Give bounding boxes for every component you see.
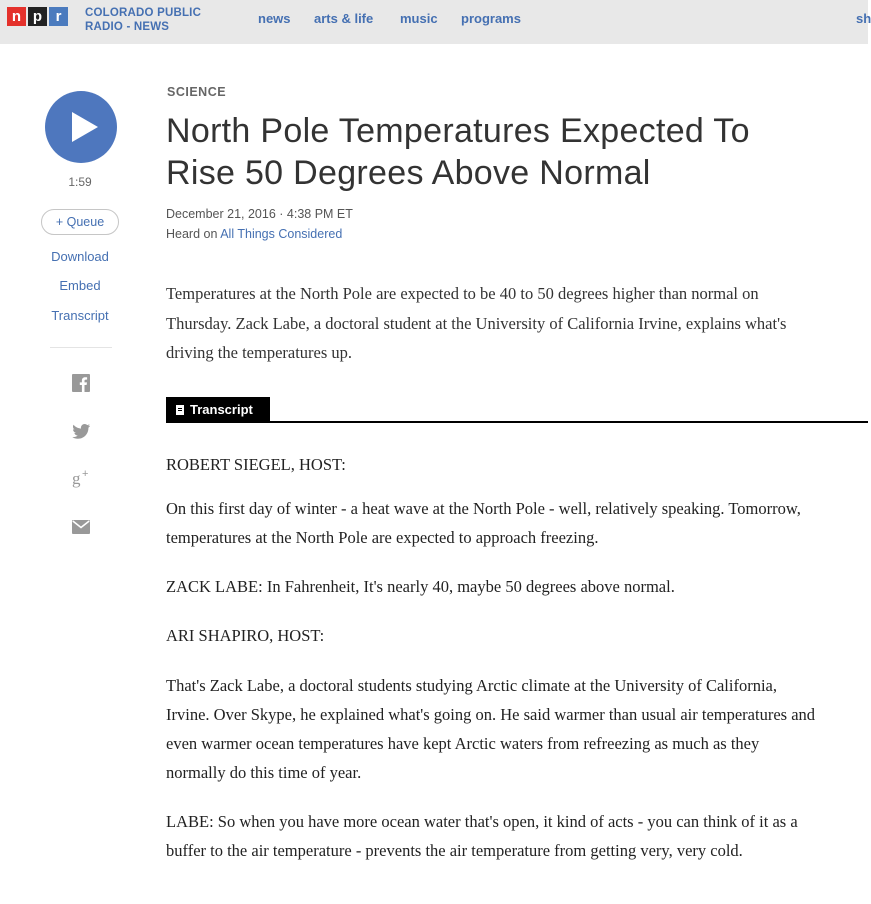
station-name[interactable] bbox=[85, 6, 201, 34]
program-link[interactable]: All Things Considered bbox=[220, 227, 343, 241]
title-line-1: North Pole Temperatures Expected To bbox=[166, 112, 750, 150]
twitter-icon[interactable] bbox=[71, 421, 91, 441]
transcript-tab-label: Transcript bbox=[190, 402, 253, 417]
station-line-1: COLORADO PUBLIC bbox=[85, 7, 202, 19]
download-link[interactable]: Download bbox=[51, 249, 109, 264]
nav-music[interactable]: music bbox=[400, 11, 438, 26]
sidebar-divider bbox=[50, 347, 112, 348]
transcript-link[interactable]: Transcript bbox=[51, 308, 109, 323]
heard-on-prefix: Heard on bbox=[166, 227, 221, 241]
npr-logo[interactable] bbox=[7, 7, 68, 26]
embed-link[interactable]: Embed bbox=[59, 278, 101, 293]
nav-programs[interactable]: programs bbox=[461, 11, 521, 26]
transcript-tab bbox=[166, 397, 270, 422]
title-line-2: Rise 50 Degrees Above Normal bbox=[166, 154, 651, 192]
logo-letter-r: r bbox=[49, 7, 68, 26]
google-plus-icon[interactable] bbox=[71, 467, 93, 489]
transcript-paragraph: That's Zack Labe, a doctoral students studying Arctic climate at the University of California, Irvine. Over Skype, he explained what's going on. He said warmer than usual air temperatures and even warmer ocean temperatures have kept Arctic waters from refreezing as much as they normally do this time of year. bbox=[166, 676, 816, 782]
play-button[interactable] bbox=[45, 91, 117, 163]
article-teaser: Temperatures at the North Pole are expected to be 40 to 50 degrees higher than normal on Thursday. Zack Labe, a doctoral student at the University of California Irvine, explains what's driving the temperatures up. bbox=[166, 284, 787, 362]
play-icon bbox=[45, 91, 117, 163]
nav-arts-life[interactable]: arts & life bbox=[314, 11, 374, 26]
station-line-2: RADIO - NEWS bbox=[85, 21, 170, 33]
transcript-paragraph: On this first day of winter - a heat wave at the North Pole - well, relatively speaking. Tomorrow, temperatures at the North Pole are expected to approach freezing. bbox=[166, 499, 801, 547]
logo-letter-n: n bbox=[7, 7, 26, 26]
top-bar bbox=[0, 0, 871, 44]
page-title bbox=[166, 110, 866, 194]
transcript-paragraph: ROBERT SIEGEL, HOST: bbox=[166, 455, 346, 474]
audio-duration: 1:59 bbox=[68, 175, 92, 189]
nav-shop[interactable]: sh bbox=[856, 11, 871, 26]
svg-text:+: + bbox=[82, 468, 89, 480]
article-date: December 21, 2016 · 4:38 PM ET bbox=[166, 207, 353, 221]
queue-button[interactable]: + Queue bbox=[41, 209, 119, 235]
email-icon[interactable] bbox=[71, 517, 91, 537]
svg-text:g: g bbox=[72, 469, 81, 488]
section-label[interactable]: SCIENCE bbox=[167, 85, 227, 99]
transcript-rule bbox=[166, 421, 868, 423]
transcript-paragraph: ARI SHAPIRO, HOST: bbox=[166, 626, 325, 645]
transcript-paragraph: ZACK LABE: In Fahrenheit, It's nearly 40, maybe 50 degrees above normal. bbox=[166, 577, 675, 596]
heard-on bbox=[166, 227, 342, 241]
transcript-paragraph: LABE: So when you have more ocean water that's open, it kind of acts - you can think of it as a buffer to the air temperature - prevents the air temperature from getting very, very cold. bbox=[166, 812, 798, 860]
nav-news[interactable]: news bbox=[258, 11, 291, 26]
logo-letter-p: p bbox=[28, 7, 47, 26]
document-icon bbox=[176, 405, 184, 415]
facebook-icon[interactable] bbox=[71, 373, 91, 393]
